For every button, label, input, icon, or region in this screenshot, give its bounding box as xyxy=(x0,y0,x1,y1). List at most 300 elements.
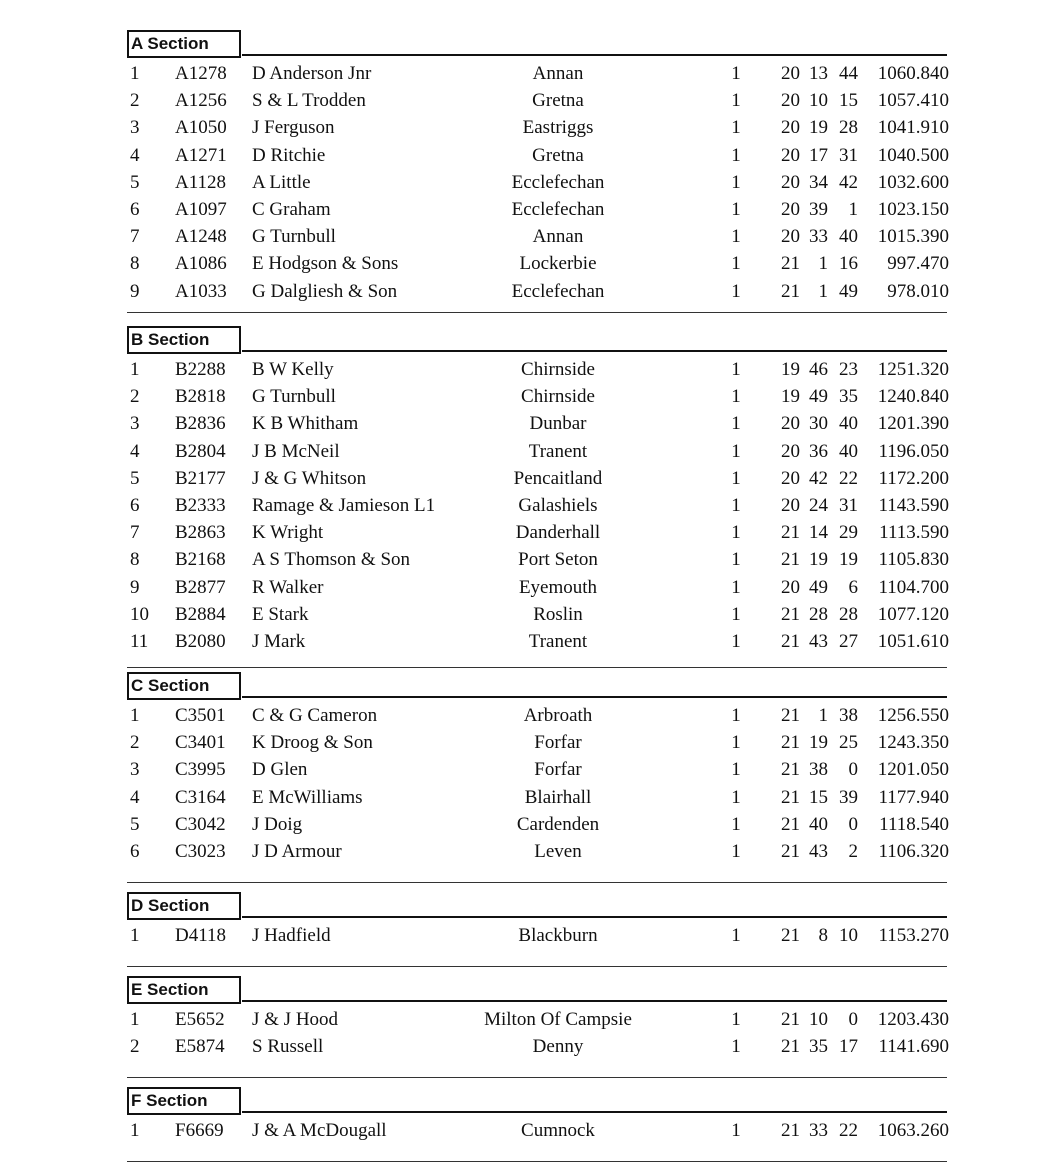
table-row xyxy=(0,784,1057,811)
minutes-cell: 8 xyxy=(818,925,828,946)
ring-number-cell: A1248 xyxy=(175,226,227,248)
birds-count-cell: 1 xyxy=(731,813,741,835)
ring-number-cell: A1128 xyxy=(175,171,227,193)
table-row xyxy=(0,169,1057,196)
minutes-cell: 19 xyxy=(809,732,828,754)
birds-count-cell: 1 xyxy=(731,467,741,489)
fancier-name-cell: J D Armour xyxy=(252,840,342,862)
seconds-cell: 19 xyxy=(839,549,858,571)
fancier-name-cell: S Russell xyxy=(252,1036,324,1058)
fancier-name-cell: D Anderson Jnr xyxy=(252,63,372,84)
hours-cell: 21 xyxy=(781,1036,800,1058)
birds-count-cell: 1 xyxy=(731,786,741,808)
birds-count-cell: 1 xyxy=(731,1120,741,1141)
minutes-cell: 49 xyxy=(809,386,828,408)
seconds-cell: 31 xyxy=(839,494,858,516)
loft-location-cell: Forfar xyxy=(534,759,582,781)
position-cell: 8 xyxy=(130,253,140,275)
fancier-name-cell: K Droog & Son xyxy=(252,732,373,754)
birds-count-cell: 1 xyxy=(731,63,741,84)
velocity-cell: 1201.390 xyxy=(877,413,949,435)
position-cell: 2 xyxy=(130,732,140,754)
position-cell: 2 xyxy=(130,1036,140,1058)
minutes-cell: 46 xyxy=(809,359,828,380)
hours-cell: 21 xyxy=(781,925,800,946)
position-cell: 1 xyxy=(130,1009,140,1030)
ring-number-cell: B2863 xyxy=(175,522,226,544)
table-row xyxy=(0,1006,1057,1033)
section-divider xyxy=(127,312,947,313)
position-cell: 11 xyxy=(130,630,149,652)
hours-cell: 21 xyxy=(781,522,800,544)
ring-number-cell: B2168 xyxy=(175,549,226,571)
loft-location-cell: Lockerbie xyxy=(519,253,597,275)
hours-cell: 20 xyxy=(781,440,800,462)
minutes-cell: 15 xyxy=(809,786,828,808)
minutes-cell: 14 xyxy=(809,522,828,544)
fancier-name-cell: J Hadfield xyxy=(252,925,331,946)
birds-count-cell: 1 xyxy=(731,1036,741,1058)
velocity-cell: 1201.050 xyxy=(877,759,949,781)
section-title: E Section xyxy=(127,976,241,1004)
ring-number-cell: C3995 xyxy=(175,759,226,781)
loft-location-cell: Blairhall xyxy=(524,786,592,808)
position-cell: 1 xyxy=(130,705,140,726)
birds-count-cell: 1 xyxy=(731,440,741,462)
birds-count-cell: 1 xyxy=(731,226,741,248)
header-rule xyxy=(242,1111,947,1113)
section-divider xyxy=(127,1161,947,1162)
table-row xyxy=(0,196,1057,223)
loft-location-cell: Ecclefechan xyxy=(511,280,605,302)
header-rule xyxy=(242,1000,947,1002)
velocity-cell: 1051.610 xyxy=(877,630,949,652)
loft-location-cell: Arbroath xyxy=(523,705,593,726)
ring-number-cell: A1097 xyxy=(175,198,227,220)
section-d xyxy=(0,892,1057,949)
section-f xyxy=(0,1087,1057,1144)
seconds-cell: 27 xyxy=(839,630,858,652)
table-row xyxy=(0,142,1057,169)
fancier-name-cell: J Ferguson xyxy=(252,117,335,139)
minutes-cell: 24 xyxy=(809,494,828,516)
velocity-cell: 1063.260 xyxy=(877,1120,949,1141)
loft-location-cell: Chirnside xyxy=(521,359,595,380)
section-header xyxy=(0,892,1057,920)
section-rows xyxy=(0,356,1057,655)
birds-count-cell: 1 xyxy=(731,576,741,598)
velocity-cell: 1177.940 xyxy=(878,786,949,808)
hours-cell: 21 xyxy=(781,549,800,571)
birds-count-cell: 1 xyxy=(731,630,741,652)
seconds-cell: 6 xyxy=(848,576,858,598)
position-cell: 6 xyxy=(130,198,140,220)
minutes-cell: 40 xyxy=(809,813,828,835)
hours-cell: 20 xyxy=(781,63,800,84)
table-row xyxy=(0,519,1057,546)
loft-location-cell: Danderhall xyxy=(515,522,601,544)
birds-count-cell: 1 xyxy=(731,732,741,754)
birds-count-cell: 1 xyxy=(731,117,741,139)
loft-location-cell: Chirnside xyxy=(521,386,595,408)
velocity-cell: 1141.690 xyxy=(878,1036,949,1058)
seconds-cell: 29 xyxy=(839,522,858,544)
fancier-name-cell: G Turnbull xyxy=(252,226,336,248)
birds-count-cell: 1 xyxy=(731,705,741,726)
position-cell: 4 xyxy=(130,786,140,808)
hours-cell: 19 xyxy=(781,386,800,408)
loft-location-cell: Cardenden xyxy=(516,813,600,835)
fancier-name-cell: E Hodgson & Sons xyxy=(252,253,399,275)
seconds-cell: 40 xyxy=(839,413,858,435)
section-header xyxy=(0,30,1057,58)
ring-number-cell: C3042 xyxy=(175,813,226,835)
ring-number-cell: A1256 xyxy=(175,90,227,112)
fancier-name-cell: B W Kelly xyxy=(252,359,334,380)
velocity-cell: 1105.830 xyxy=(878,549,949,571)
hours-cell: 21 xyxy=(781,630,800,652)
seconds-cell: 15 xyxy=(839,90,858,112)
section-header xyxy=(0,1087,1057,1115)
hours-cell: 20 xyxy=(781,171,800,193)
table-row xyxy=(0,574,1057,601)
seconds-cell: 22 xyxy=(839,1120,858,1141)
table-row xyxy=(0,1117,1057,1144)
ring-number-cell: E5874 xyxy=(175,1036,225,1058)
section-title: D Section xyxy=(127,892,241,920)
table-row xyxy=(0,756,1057,783)
fancier-name-cell: A Little xyxy=(252,171,311,193)
minutes-cell: 33 xyxy=(809,1120,828,1141)
fancier-name-cell: K Wright xyxy=(252,522,324,544)
hours-cell: 20 xyxy=(781,198,800,220)
birds-count-cell: 1 xyxy=(731,603,741,625)
minutes-cell: 28 xyxy=(809,603,828,625)
birds-count-cell: 1 xyxy=(731,494,741,516)
seconds-cell: 35 xyxy=(839,386,858,408)
table-row xyxy=(0,60,1057,87)
hours-cell: 20 xyxy=(781,494,800,516)
hours-cell: 21 xyxy=(781,705,800,726)
table-row xyxy=(0,356,1057,383)
minutes-cell: 1 xyxy=(818,253,828,275)
fancier-name-cell: J Doig xyxy=(252,813,303,835)
section-title: B Section xyxy=(127,326,241,354)
position-cell: 1 xyxy=(130,63,140,84)
position-cell: 3 xyxy=(130,413,140,435)
header-rule xyxy=(242,696,947,698)
seconds-cell: 22 xyxy=(839,467,858,489)
position-cell: 1 xyxy=(130,925,140,946)
seconds-cell: 44 xyxy=(839,63,858,84)
loft-location-cell: Annan xyxy=(532,63,584,84)
velocity-cell: 1243.350 xyxy=(877,732,949,754)
loft-location-cell: Forfar xyxy=(534,732,582,754)
minutes-cell: 35 xyxy=(809,1036,828,1058)
ring-number-cell: C3164 xyxy=(175,786,226,808)
loft-location-cell: Dunbar xyxy=(529,413,587,435)
position-cell: 9 xyxy=(130,576,140,598)
birds-count-cell: 1 xyxy=(731,522,741,544)
ring-number-cell: A1278 xyxy=(175,63,227,84)
position-cell: 2 xyxy=(130,90,140,112)
minutes-cell: 1 xyxy=(818,705,828,726)
loft-location-cell: Gretna xyxy=(532,144,584,166)
hours-cell: 21 xyxy=(781,840,800,862)
birds-count-cell: 1 xyxy=(731,925,741,946)
minutes-cell: 19 xyxy=(809,117,828,139)
table-row xyxy=(0,1033,1057,1060)
birds-count-cell: 1 xyxy=(731,280,741,302)
minutes-cell: 42 xyxy=(809,467,828,489)
fancier-name-cell: J & J Hood xyxy=(252,1009,339,1030)
loft-location-cell: Ecclefechan xyxy=(511,171,605,193)
position-cell: 9 xyxy=(130,280,140,302)
ring-number-cell: B2884 xyxy=(175,603,226,625)
ring-number-cell: B2333 xyxy=(175,494,226,516)
header-rule xyxy=(242,916,947,918)
position-cell: 6 xyxy=(130,840,140,862)
hours-cell: 21 xyxy=(781,759,800,781)
hours-cell: 21 xyxy=(781,786,800,808)
ring-number-cell: C3401 xyxy=(175,732,226,754)
position-cell: 6 xyxy=(130,494,140,516)
birds-count-cell: 1 xyxy=(731,840,741,862)
seconds-cell: 17 xyxy=(839,1036,858,1058)
birds-count-cell: 1 xyxy=(731,253,741,275)
minutes-cell: 43 xyxy=(809,840,828,862)
hours-cell: 20 xyxy=(781,467,800,489)
loft-location-cell: Port Seton xyxy=(518,549,598,571)
birds-count-cell: 1 xyxy=(731,549,741,571)
table-row xyxy=(0,383,1057,410)
minutes-cell: 19 xyxy=(809,549,828,571)
seconds-cell: 10 xyxy=(839,925,858,946)
velocity-cell: 978.010 xyxy=(887,280,949,302)
minutes-cell: 10 xyxy=(809,1009,828,1030)
table-row xyxy=(0,601,1057,628)
section-rows xyxy=(0,60,1057,305)
section-header xyxy=(0,672,1057,700)
table-row xyxy=(0,410,1057,437)
velocity-cell: 1106.320 xyxy=(878,840,949,862)
table-row xyxy=(0,465,1057,492)
position-cell: 5 xyxy=(130,467,140,489)
ring-number-cell: B2288 xyxy=(175,359,226,380)
seconds-cell: 40 xyxy=(839,226,858,248)
hours-cell: 20 xyxy=(781,90,800,112)
position-cell: 5 xyxy=(130,171,140,193)
fancier-name-cell: D Ritchie xyxy=(252,144,326,166)
velocity-cell: 1203.430 xyxy=(877,1009,949,1030)
table-row xyxy=(0,492,1057,519)
loft-location-cell: Denny xyxy=(532,1036,584,1058)
loft-location-cell: Milton Of Campsie xyxy=(484,1009,632,1030)
hours-cell: 21 xyxy=(781,280,800,302)
fancier-name-cell: A S Thomson & Son xyxy=(252,549,411,571)
velocity-cell: 997.470 xyxy=(887,253,949,275)
velocity-cell: 1060.840 xyxy=(877,63,949,84)
hours-cell: 20 xyxy=(781,226,800,248)
table-row xyxy=(0,87,1057,114)
loft-location-cell: Eastriggs xyxy=(522,117,594,139)
section-rows xyxy=(0,1006,1057,1060)
fancier-name-cell: G Dalgliesh & Son xyxy=(252,280,398,302)
minutes-cell: 39 xyxy=(809,198,828,220)
velocity-cell: 1104.700 xyxy=(878,576,949,598)
section-b xyxy=(0,326,1057,655)
section-e xyxy=(0,976,1057,1060)
velocity-cell: 1057.410 xyxy=(877,90,949,112)
position-cell: 3 xyxy=(130,117,140,139)
header-rule xyxy=(242,350,947,352)
loft-location-cell: Cumnock xyxy=(521,1120,595,1141)
minutes-cell: 49 xyxy=(809,576,828,598)
minutes-cell: 38 xyxy=(809,759,828,781)
ring-number-cell: B2080 xyxy=(175,630,226,652)
velocity-cell: 1172.200 xyxy=(878,467,949,489)
velocity-cell: 1251.320 xyxy=(877,359,949,380)
birds-count-cell: 1 xyxy=(731,359,741,380)
velocity-cell: 1077.120 xyxy=(877,603,949,625)
seconds-cell: 39 xyxy=(839,786,858,808)
fancier-name-cell: K B Whitham xyxy=(252,413,359,435)
position-cell: 4 xyxy=(130,440,140,462)
birds-count-cell: 1 xyxy=(731,386,741,408)
position-cell: 1 xyxy=(130,359,140,380)
table-row xyxy=(0,729,1057,756)
section-rows xyxy=(0,922,1057,949)
fancier-name-cell: J & A McDougall xyxy=(252,1120,387,1141)
velocity-cell: 1153.270 xyxy=(878,925,949,946)
loft-location-cell: Gretna xyxy=(532,90,584,112)
ring-number-cell: F6669 xyxy=(175,1120,224,1141)
position-cell: 4 xyxy=(130,144,140,166)
section-c xyxy=(0,672,1057,865)
fancier-name-cell: C & G Cameron xyxy=(252,705,378,726)
minutes-cell: 43 xyxy=(809,630,828,652)
section-rows xyxy=(0,1117,1057,1144)
seconds-cell: 23 xyxy=(839,359,858,380)
ring-number-cell: B2804 xyxy=(175,440,226,462)
loft-location-cell: Ecclefechan xyxy=(511,198,605,220)
fancier-name-cell: S & L Trodden xyxy=(252,90,366,112)
minutes-cell: 30 xyxy=(809,413,828,435)
seconds-cell: 31 xyxy=(839,144,858,166)
loft-location-cell: Annan xyxy=(532,226,584,248)
section-a xyxy=(0,30,1057,305)
ring-number-cell: B2836 xyxy=(175,413,226,435)
fancier-name-cell: R Walker xyxy=(252,576,324,598)
fancier-name-cell: J B McNeil xyxy=(252,440,340,462)
seconds-cell: 2 xyxy=(848,840,858,862)
ring-number-cell: A1086 xyxy=(175,253,227,275)
ring-number-cell: D4118 xyxy=(175,925,227,946)
section-divider xyxy=(127,1077,947,1078)
fancier-name-cell: D Glen xyxy=(252,759,308,781)
ring-number-cell: C3501 xyxy=(175,705,226,726)
loft-location-cell: Tranent xyxy=(528,440,588,462)
hours-cell: 19 xyxy=(781,359,800,380)
birds-count-cell: 1 xyxy=(731,413,741,435)
loft-location-cell: Tranent xyxy=(528,630,588,652)
table-row xyxy=(0,546,1057,573)
velocity-cell: 1040.500 xyxy=(877,144,949,166)
birds-count-cell: 1 xyxy=(731,90,741,112)
header-rule xyxy=(242,54,947,56)
seconds-cell: 40 xyxy=(839,440,858,462)
seconds-cell: 42 xyxy=(839,171,858,193)
section-title: F Section xyxy=(127,1087,241,1115)
seconds-cell: 49 xyxy=(839,280,858,302)
loft-location-cell: Pencaitland xyxy=(513,467,603,489)
fancier-name-cell: Ramage & Jamieson L1 xyxy=(252,494,436,516)
seconds-cell: 16 xyxy=(839,253,858,275)
ring-number-cell: E5652 xyxy=(175,1009,225,1030)
fancier-name-cell: E Stark xyxy=(252,603,309,625)
position-cell: 10 xyxy=(130,603,149,625)
minutes-cell: 34 xyxy=(809,171,828,193)
section-title: C Section xyxy=(127,672,241,700)
section-title: A Section xyxy=(127,30,241,58)
velocity-cell: 1023.150 xyxy=(877,198,949,220)
position-cell: 3 xyxy=(130,759,140,781)
birds-count-cell: 1 xyxy=(731,198,741,220)
loft-location-cell: Galashiels xyxy=(518,494,598,516)
table-row xyxy=(0,838,1057,865)
table-row xyxy=(0,114,1057,141)
hours-cell: 21 xyxy=(781,1120,800,1141)
hours-cell: 21 xyxy=(781,253,800,275)
hours-cell: 20 xyxy=(781,117,800,139)
position-cell: 2 xyxy=(130,386,140,408)
table-row xyxy=(0,223,1057,250)
velocity-cell: 1015.390 xyxy=(877,226,949,248)
minutes-cell: 13 xyxy=(809,63,828,84)
section-rows xyxy=(0,702,1057,865)
fancier-name-cell: G Turnbull xyxy=(252,386,336,408)
minutes-cell: 36 xyxy=(809,440,828,462)
hours-cell: 20 xyxy=(781,576,800,598)
table-row xyxy=(0,250,1057,277)
ring-number-cell: A1271 xyxy=(175,144,227,166)
fancier-name-cell: J Mark xyxy=(252,630,306,652)
table-row xyxy=(0,438,1057,465)
velocity-cell: 1256.550 xyxy=(877,705,949,726)
minutes-cell: 33 xyxy=(809,226,828,248)
section-header xyxy=(0,326,1057,354)
loft-location-cell: Leven xyxy=(534,840,582,862)
velocity-cell: 1143.590 xyxy=(878,494,949,516)
hours-cell: 21 xyxy=(781,603,800,625)
velocity-cell: 1113.590 xyxy=(879,522,949,544)
table-row xyxy=(0,922,1057,949)
fancier-name-cell: E McWilliams xyxy=(252,786,363,808)
seconds-cell: 25 xyxy=(839,732,858,754)
ring-number-cell: B2877 xyxy=(175,576,226,598)
table-row xyxy=(0,628,1057,655)
seconds-cell: 0 xyxy=(848,759,858,781)
position-cell: 7 xyxy=(130,226,140,248)
hours-cell: 21 xyxy=(781,1009,800,1030)
seconds-cell: 28 xyxy=(839,603,858,625)
seconds-cell: 0 xyxy=(848,813,858,835)
velocity-cell: 1032.600 xyxy=(877,171,949,193)
hours-cell: 21 xyxy=(781,813,800,835)
loft-location-cell: Eyemouth xyxy=(518,576,598,598)
velocity-cell: 1118.540 xyxy=(879,813,949,835)
ring-number-cell: B2177 xyxy=(175,467,226,489)
